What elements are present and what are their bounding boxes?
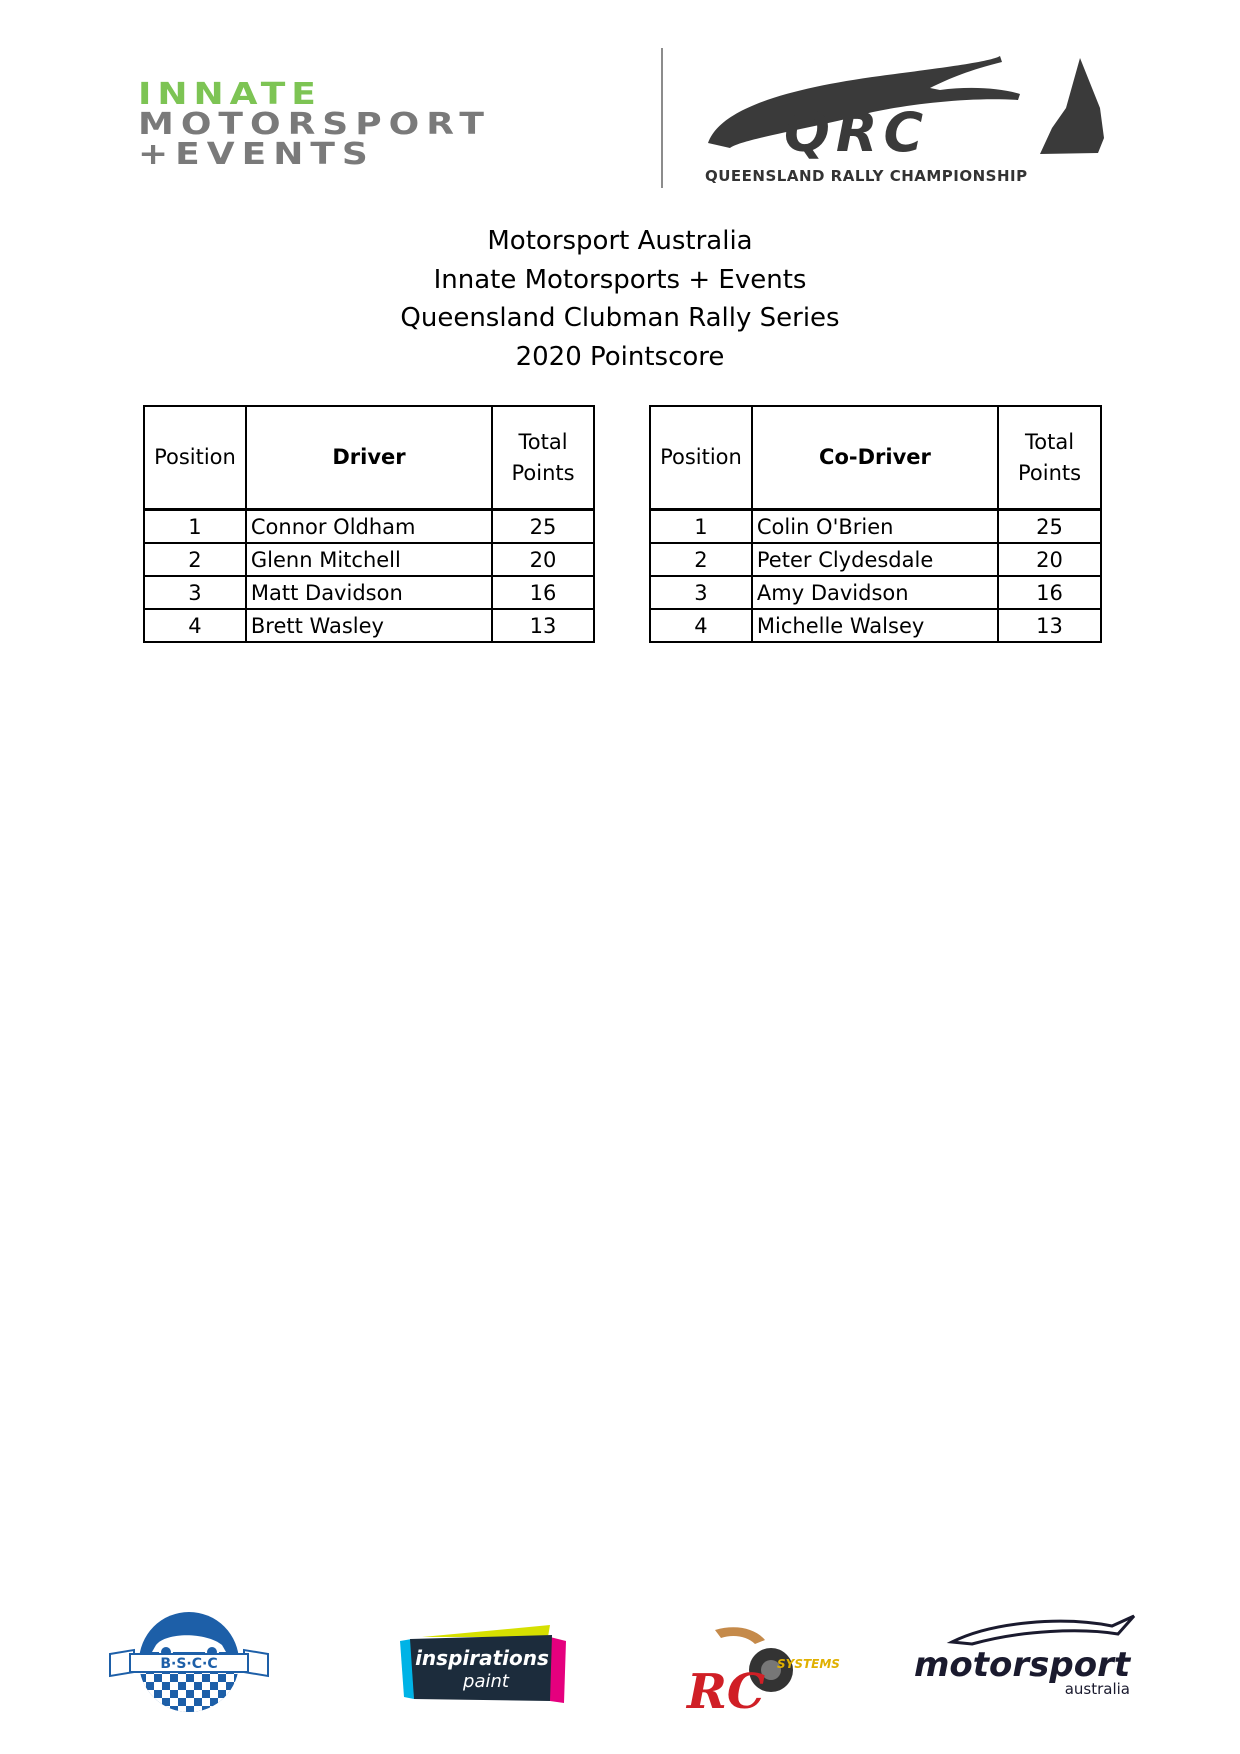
table-row <box>650 510 1101 544</box>
points-cell: 25 <box>492 510 594 544</box>
title-line-4: 2020 Pointscore <box>515 341 725 372</box>
innate-logo-line1: INNATE <box>138 76 322 112</box>
title-line-2: Innate Motorsports + Events <box>433 264 807 295</box>
driver-name-cell: Connor Oldham <box>246 510 492 544</box>
header-total-points <box>998 406 1101 510</box>
inspirations-logo-line2: paint <box>463 1671 509 1692</box>
points-cell: 13 <box>492 609 594 642</box>
codriver-name-cell: Colin O'Brien <box>752 510 998 544</box>
table-row <box>650 543 1101 576</box>
table-row <box>144 510 594 544</box>
position-cell: 4 <box>144 609 246 642</box>
innate-logo-line3: +EVENTS <box>138 136 375 172</box>
innate-logo-line2: MOTORSPORT <box>138 106 491 142</box>
header-points-line1: Total <box>518 429 568 454</box>
codriver-standings-table <box>649 405 1102 643</box>
qrc-caption: QUEENSLAND RALLY CHAMPIONSHIP <box>705 167 1028 185</box>
header-points-line2: Points <box>1017 460 1082 485</box>
points-cell: 16 <box>998 576 1101 609</box>
document-title-block <box>0 222 1240 376</box>
innate-motorsport-logo <box>138 76 618 182</box>
header-total-points <box>492 406 594 510</box>
table-row <box>650 576 1101 609</box>
rallycomp-systems-logo <box>685 1622 850 1712</box>
table-header-row <box>144 406 594 510</box>
table-row <box>144 609 594 642</box>
rallycomp-logo-tag: SYSTEMS <box>777 1657 840 1671</box>
header-divider <box>661 48 663 188</box>
driver-name-cell: Glenn Mitchell <box>246 543 492 576</box>
motorsport-australia-logo <box>912 1612 1138 1702</box>
table-row <box>144 576 594 609</box>
driver-name-cell: Matt Davidson <box>246 576 492 609</box>
bscc-logo-text: B·S·C·C <box>160 1656 218 1672</box>
driver-name-cell: Brett Wasley <box>246 609 492 642</box>
rallycomp-logo-letters: RC <box>687 1664 766 1712</box>
table-header-row <box>650 406 1101 510</box>
position-cell: 4 <box>650 609 752 642</box>
position-cell: 2 <box>650 543 752 576</box>
points-cell: 25 <box>998 510 1101 544</box>
points-cell: 13 <box>998 609 1101 642</box>
bscc-logo <box>106 1610 272 1715</box>
header-position: Position <box>650 406 752 510</box>
position-cell: 2 <box>144 543 246 576</box>
table-row <box>144 543 594 576</box>
codriver-name-cell: Peter Clydesdale <box>752 543 998 576</box>
header-points-line2: Points <box>511 460 575 485</box>
header-codriver: Co-Driver <box>752 406 998 510</box>
driver-standings-table <box>143 405 595 643</box>
qrc-logo-letters: QRC <box>784 101 930 164</box>
position-cell: 3 <box>650 576 752 609</box>
title-line-1: Motorsport Australia <box>487 226 753 256</box>
inspirations-paint-logo <box>400 1623 566 1707</box>
motorsport-logo-sub: australia <box>1064 1680 1130 1698</box>
header-points-line1: Total <box>1025 429 1075 454</box>
header-position: Position <box>144 406 246 510</box>
table-row <box>650 609 1101 642</box>
position-cell: 1 <box>144 510 246 544</box>
motorsport-logo-word: motorsport <box>914 1645 1131 1685</box>
inspirations-logo-line1: inspirations <box>415 1646 549 1670</box>
title-line-3: Queensland Clubman Rally Series <box>400 303 840 333</box>
codriver-name-cell: Michelle Walsey <box>752 609 998 642</box>
codriver-name-cell: Amy Davidson <box>752 576 998 609</box>
position-cell: 3 <box>144 576 246 609</box>
points-cell: 16 <box>492 576 594 609</box>
points-cell: 20 <box>492 543 594 576</box>
header-driver: Driver <box>246 406 492 510</box>
position-cell: 1 <box>650 510 752 544</box>
points-cell: 20 <box>998 543 1101 576</box>
